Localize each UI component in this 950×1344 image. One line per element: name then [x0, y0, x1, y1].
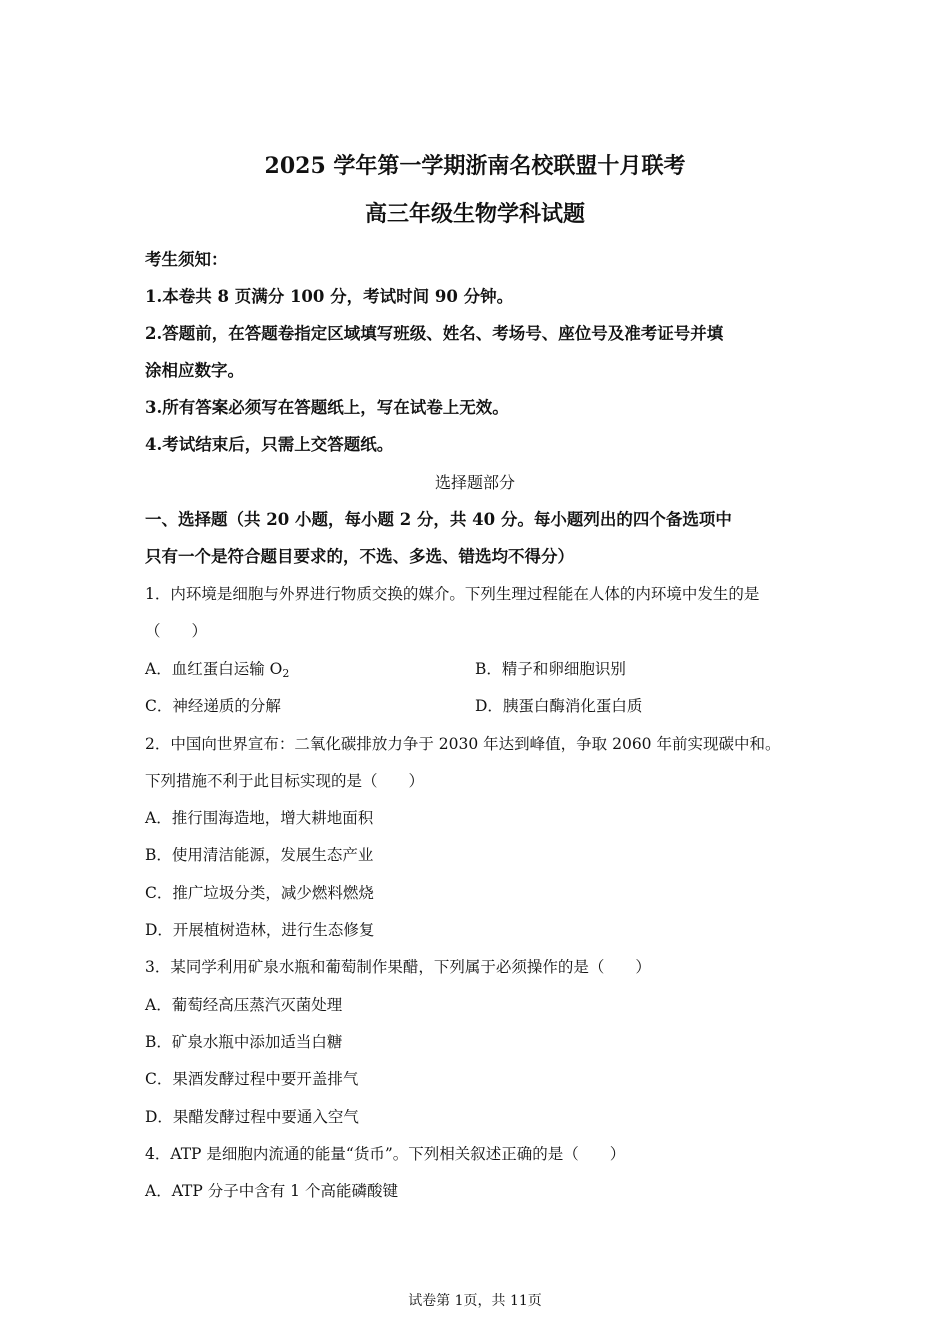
- question-2-stem: 2．中国向世界宣布：二氧化碳排放力争于 2030 年达到峰值，争取 2060 年前实现碳中和。: [145, 735, 781, 753]
- question-1-option-b: B．精子和卵细胞识别: [475, 660, 626, 678]
- question-2-option-a: A．推行围海造地，增大耕地面积: [145, 809, 374, 827]
- notice-heading: 考生须知：: [145, 250, 228, 269]
- question-2-option-c: C．推广垃圾分类，减少燃料燃烧: [145, 884, 374, 902]
- exam-subtitle: 高三年级生物学科试题: [364, 201, 585, 227]
- question-1-option-d: D．胰蛋白酶消化蛋白质: [475, 697, 643, 715]
- question-1-option-c: C．神经递质的分解: [145, 697, 281, 715]
- question-3-option-b: B．矿泉水瓶中添加适当白糖: [145, 1033, 343, 1051]
- question-1-stem-blank: （ ）: [145, 622, 208, 640]
- question-3-option-c: C．果酒发酵过程中要开盖排气: [145, 1070, 359, 1088]
- question-4-stem: 4．ATP 是细胞内流通的能量“货币”。下列相关叙述正确的是（ ）: [145, 1145, 626, 1163]
- notice-item: 涂相应数字。: [145, 361, 244, 380]
- notice-item: 4.考试结束后，只需上交答题纸。: [145, 435, 394, 454]
- question-1-option-a: [145, 659, 289, 679]
- option-text: A．血红蛋白运输 O: [145, 660, 283, 678]
- question-3-option-d: D．果醋发酵过程中要通入空气: [145, 1108, 359, 1126]
- question-1-stem: 1．内环境是细胞与外界进行物质交换的媒介。下列生理过程能在人体的内环境中发生的是: [145, 585, 760, 603]
- question-2-stem: 下列措施不利于此目标实现的是（ ）: [145, 772, 425, 790]
- exam-title: 2025 学年第一学期浙南名校联盟十月联考: [264, 153, 686, 179]
- subscript: 2: [282, 667, 290, 680]
- question-2-option-d: D．开展植树造林，进行生态修复: [145, 921, 375, 939]
- question-2-option-b: B．使用清洁能源，发展生态产业: [145, 846, 374, 864]
- page-footer: 试卷第 1页，共 11页: [408, 1293, 542, 1309]
- section-instruction: 一、选择题（共 20 小题，每小题 2 分，共 40 分。每小题列出的四个备选项中: [145, 510, 732, 529]
- question-4-option-a: A．ATP 分子中含有 1 个高能磷酸键: [145, 1182, 398, 1200]
- notice-item: 1.本卷共 8 页满分 100 分，考试时间 90 分钟。: [145, 287, 514, 306]
- question-3-stem: 3．某同学利用矿泉水瓶和葡萄制作果醋，下列属于必须操作的是（ ）: [145, 958, 651, 976]
- section-instruction: 只有一个是符合题目要求的，不选、多选、错选均不得分）: [145, 547, 574, 566]
- section-title: 选择题部分: [434, 473, 515, 492]
- notice-item: 2.答题前，在答题卷指定区域填写班级、姓名、考场号、座位号及准考证号并填: [145, 324, 724, 343]
- question-3-option-a: A．葡萄经高压蒸汽灭菌处理: [145, 996, 343, 1014]
- notice-item: 3.所有答案必须写在答题纸上，写在试卷上无效。: [145, 398, 509, 417]
